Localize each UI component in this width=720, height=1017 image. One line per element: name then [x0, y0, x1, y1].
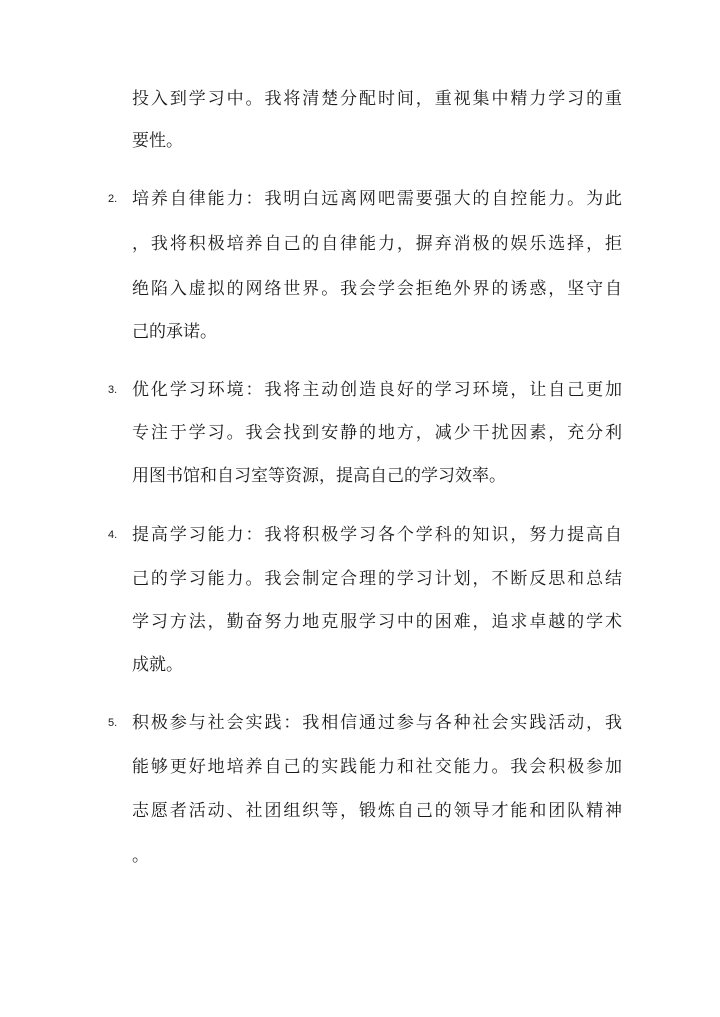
- list-item-line: 学习方法，勤奋努力地克服学习中的困难，追求卓越的学术: [132, 612, 622, 632]
- list-item-line: 己的承诺。: [132, 322, 217, 342]
- list-item-number: 4.: [108, 529, 118, 541]
- list-item-line: 成就。: [132, 655, 183, 675]
- list-item-line: 能够更好地培养自己的实践能力和社交能力。我会积极参加: [132, 757, 622, 777]
- list-item-line: 提高学习能力：我将积极学习各个学科的知识，努力提高自: [132, 525, 622, 545]
- list-item-number: 5.: [108, 717, 118, 729]
- list-item-number: 3.: [108, 384, 118, 396]
- list-item-line: 志愿者活动、社团组织等，锻炼自己的领导才能和团队精神: [132, 801, 622, 821]
- list-item-line: 。: [132, 846, 149, 866]
- list-item-line: 己的学习能力。我会制定合理的学习计划，不断反思和总结: [132, 569, 622, 589]
- list-item-line: 积极参与社会实践：我相信通过参与各种社会实践活动，我: [132, 713, 622, 733]
- list-item-line: 培养自律能力：我明白远离网吧需要强大的自控能力。为此: [132, 189, 622, 209]
- paragraph-line: 投入到学习中。我将清楚分配时间，重视集中精力学习的重: [132, 89, 622, 109]
- list-item-line: 用图书馆和自习室等资源，提高自己的学习效率。: [132, 466, 506, 486]
- list-item-line: 优化学习环境：我将主动创造良好的学习环境，让自己更加: [132, 380, 622, 400]
- list-item-line: ，我将积极培养自己的自律能力，摒弃消极的娱乐选择，拒: [132, 234, 622, 254]
- list-item-line: 专注于学习。我会找到安静的地方，减少干扰因素，充分利: [132, 423, 622, 443]
- list-item-line: 绝陷入虚拟的网络世界。我会学会拒绝外界的诱惑，坚守自: [132, 279, 622, 299]
- list-item-number: 2.: [108, 193, 118, 205]
- paragraph-line: 要性。: [132, 131, 183, 151]
